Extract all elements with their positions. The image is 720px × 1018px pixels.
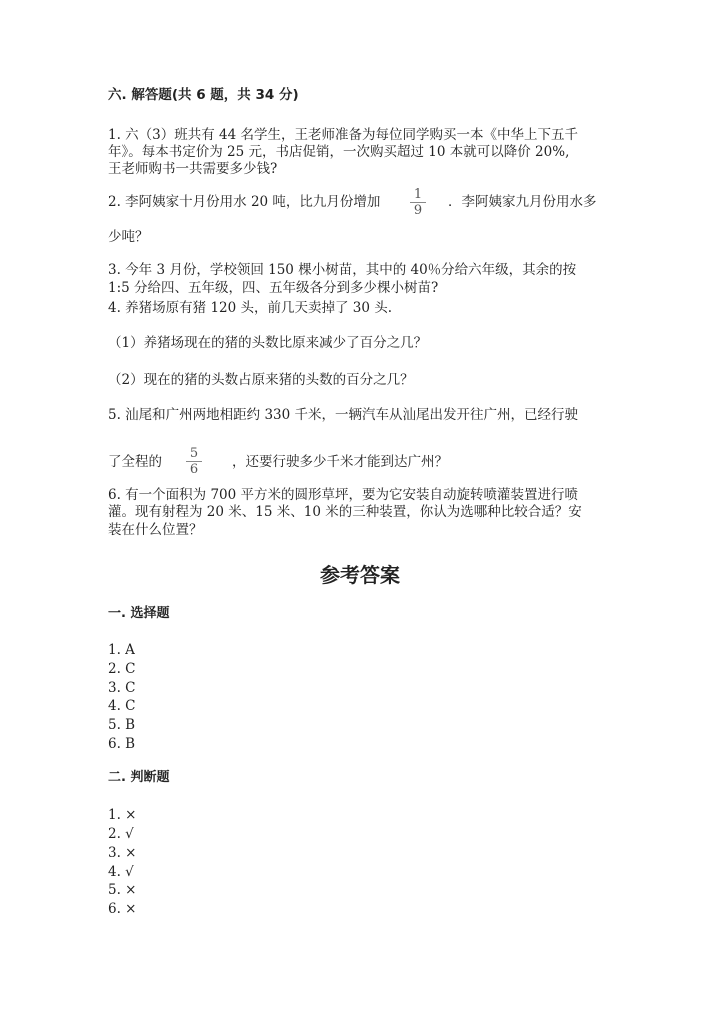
answers-part1-heading: 一. 选择题 <box>108 606 170 621</box>
answer-item: 3. × <box>108 845 137 861</box>
q6-line3: 装在什么位置？ <box>108 522 203 538</box>
q4-sub2: （2）现在的猪的头数占原来猪的头数的百分之几？ <box>108 372 414 388</box>
numerator: 5 <box>189 446 199 461</box>
q6-line2: 灌。现有射程为 20 米、15 米、10 米的三种装置，你认为选哪种比较合适？安 <box>108 504 582 520</box>
q3-line1: 3. 今年 3 月份，学校领回 150 棵小树苗，其中的 40％分给六年级，其余的按 <box>108 262 577 278</box>
answer-item: 6. × <box>108 901 137 917</box>
q5-text-before: 了全程的 <box>108 454 162 470</box>
answer-item: 5. × <box>108 882 137 898</box>
answer-item: 3. C <box>108 680 136 696</box>
q5-text-after: ，还要行驶多少千米才能到达广州？ <box>232 454 448 470</box>
q1-line2: 年》。每本书定价为 25 元，书店促销，一次购买超过 10 本就可以降价 20%, <box>108 144 570 160</box>
answer-item: 1. × <box>108 807 137 823</box>
answer-item: 2. C <box>108 661 136 677</box>
q1-line3: 王老师购书一共需要多少钱? <box>108 161 278 177</box>
q6-line1: 6. 有一个面积为 700 平方米的圆形草坪，要为它安装自动旋转喷灌装置进行喷 <box>108 487 579 503</box>
answer-item: 4. √ <box>108 864 134 880</box>
numerator: 1 <box>413 187 423 202</box>
answer-item: 1. A <box>108 642 135 658</box>
answer-item: 6. B <box>108 736 136 752</box>
q2-line2: 少吨？ <box>108 229 149 245</box>
q4-sub1: （1）养猪场现在的猪的头数比原来减少了百分之几？ <box>108 335 428 351</box>
q1-line1: 1. 六（3）班共有 44 名学生，王老师准备为每位同学购买一本《中华上下五千 <box>108 127 579 143</box>
answers-title: 参考答案 <box>320 563 400 587</box>
section-heading: 六. 解答题(共 6 题，共 34 分) <box>108 87 299 103</box>
q2-line1 <box>108 194 380 210</box>
answer-item: 4. C <box>108 698 136 714</box>
q2-text-before: 2. 李阿姨家十月份用水 20 吨，比九月份增加 <box>108 194 381 210</box>
denominator: 6 <box>189 462 199 477</box>
q2-text-after: ．李阿姨家九月份用水多 <box>448 194 597 210</box>
q2-fraction <box>410 188 426 217</box>
denominator: 9 <box>413 203 423 218</box>
answers-part2-heading: 二. 判断题 <box>108 770 170 785</box>
answer-item: 5. B <box>108 717 136 733</box>
q5-fraction <box>186 447 202 476</box>
q4-stem: 4. 养猪场原有猪 120 头，前几天卖掉了 30 头. <box>108 300 393 316</box>
q5-line1: 5. 汕尾和广州两地相距约 330 千米，一辆汽车从汕尾出发开往广州，已经行驶 <box>108 407 579 423</box>
answer-item: 2. √ <box>108 826 134 842</box>
q3-line2: 1:5 分给四、五年级，四、五年级各分到多少棵小树苗? <box>108 280 439 296</box>
